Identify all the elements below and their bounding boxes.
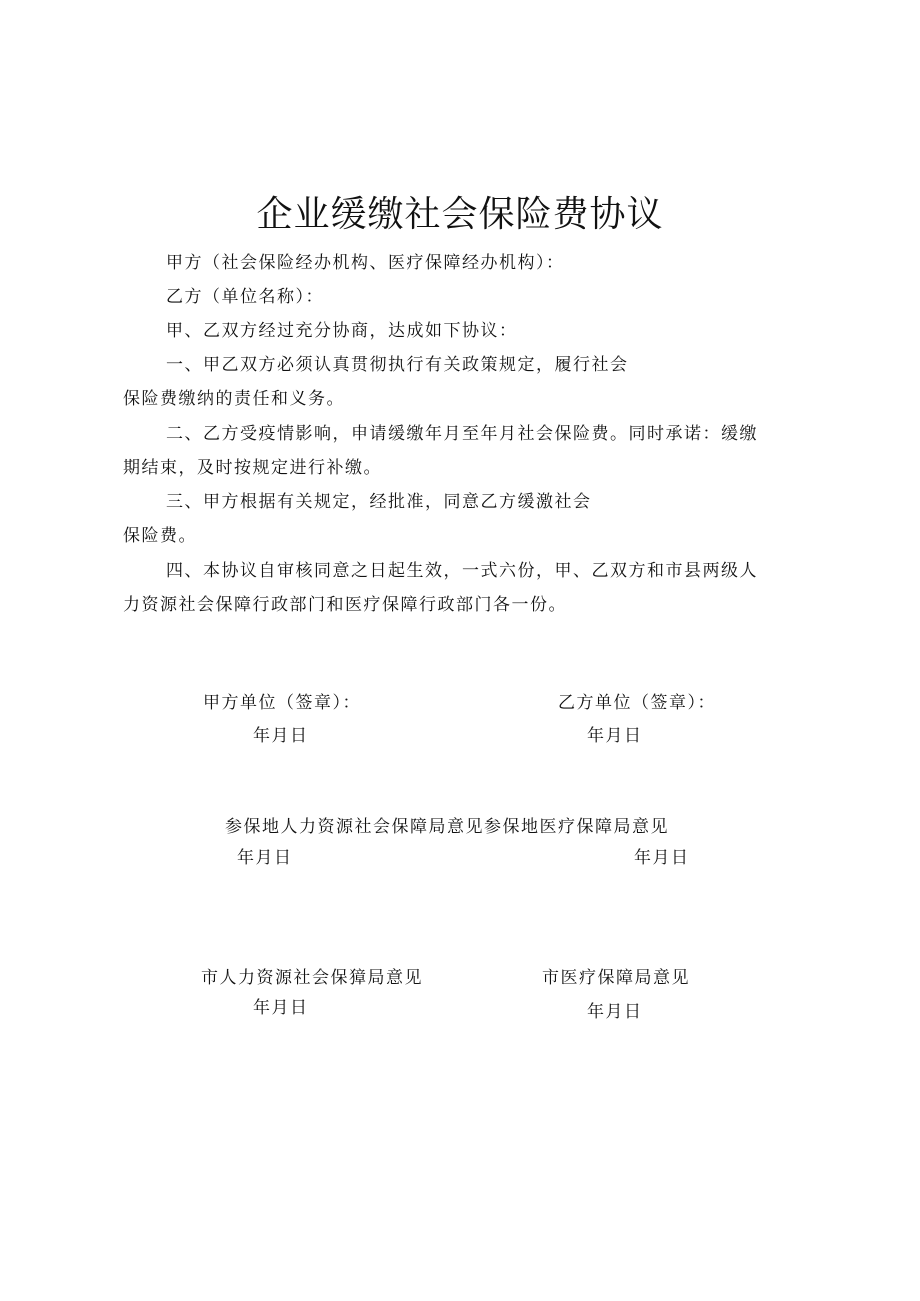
clause-3-line-2: 保险费。	[123, 526, 197, 546]
party-a-line: 甲方（社会保险经办机构、医疗保障经办机构）：	[166, 253, 565, 273]
city-medical-date: 年月日	[587, 1002, 643, 1022]
clause-4-line-1: 四、本协议自审核同意之日起生效，一式六份，甲、乙双方和市县两级人	[166, 561, 758, 581]
clause-1-line-2: 保险费缴纳的责任和义务。	[123, 389, 345, 409]
party-a-date: 年月日	[253, 726, 309, 746]
city-hr-date: 年月日	[253, 998, 309, 1018]
clause-4-line-2: 力资源社会保障行政部门和医疗保障行政部门各一份。	[123, 595, 567, 615]
clause-2-line-2: 期结束，及时按规定进行补缴。	[123, 458, 382, 478]
party-b-line: 乙方（单位名称）：	[166, 287, 324, 307]
clause-1-line-1: 一、甲乙双方必须认真贯彻执行有关政策规定，履行社会	[166, 355, 629, 375]
city-hr-opinion: 市人力资源社会保獐局意见	[201, 968, 423, 988]
local-hr-date: 年月日	[237, 848, 293, 868]
party-a-signature-label: 甲方单位（签章）：	[203, 693, 361, 713]
city-medical-opinion: 市医疗保障局意见	[542, 968, 690, 988]
local-bureau-opinions: 参保地人力资源社会保障局意见参保地医疗保障局意见	[225, 817, 669, 837]
clause-3-line-1: 三、甲方根据有关规定，经批准，同意乙方缓激社会	[166, 492, 592, 512]
document-title: 企业缓缴社会保险费协议	[256, 194, 664, 235]
local-medical-date: 年月日	[634, 848, 690, 868]
party-b-date: 年月日	[587, 726, 643, 746]
party-b-signature-label: 乙方单位（签章）：	[558, 693, 716, 713]
intro-line: 甲、乙双方经过充分协商，达成如下协议：	[166, 321, 518, 341]
clause-2-line-1: 二、乙方受疫情影响，申请缓缴年月至年月社会保险费。同时承诺：缓缴	[166, 424, 758, 444]
